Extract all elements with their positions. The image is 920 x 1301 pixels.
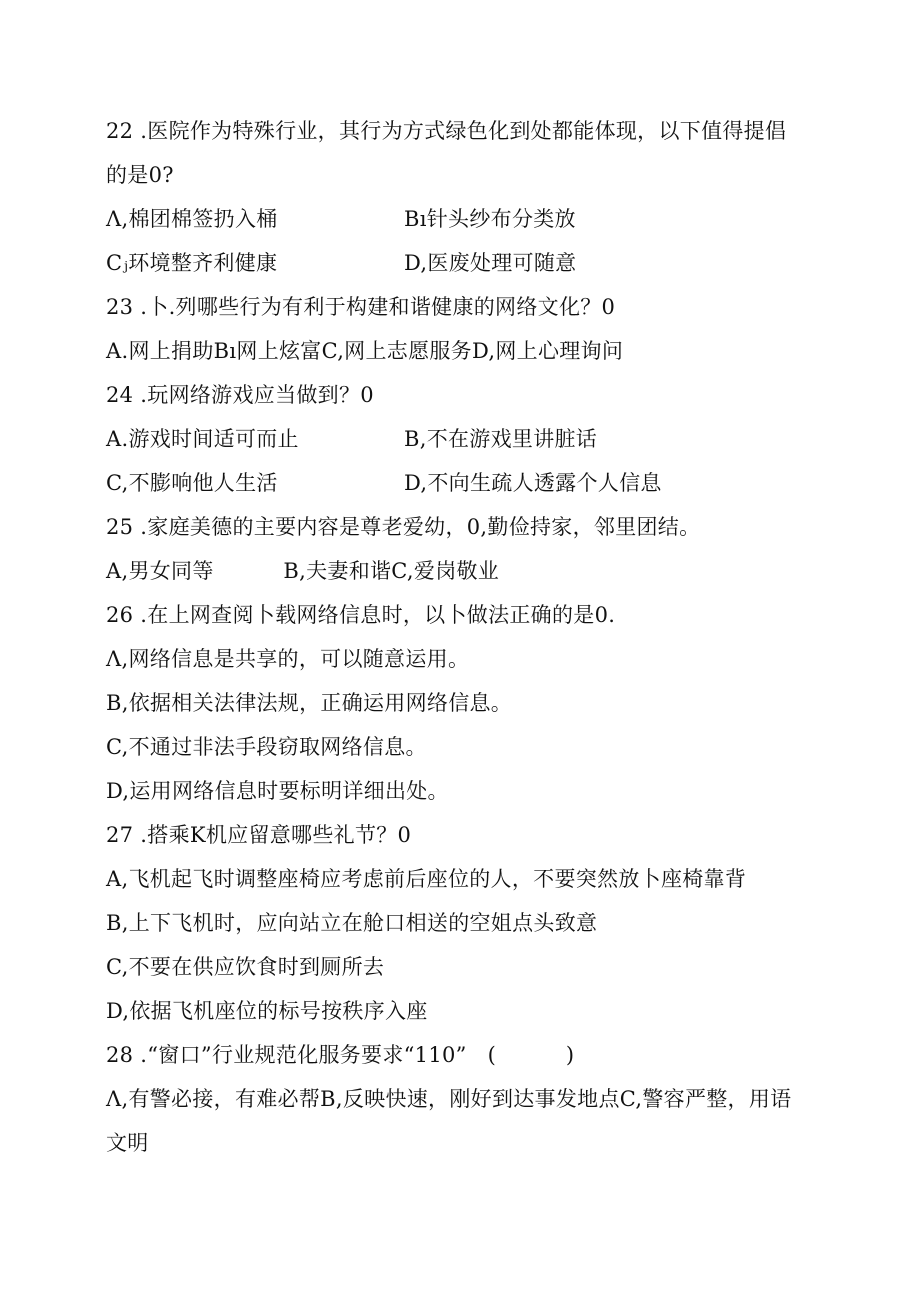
question-28-stem: 28 .“窗口”行业规范化服务要求“110” ( ) <box>106 1043 575 1067</box>
question-27-option-c: C,不要在供应饮食时到厕所去 <box>106 955 385 979</box>
question-26-option-d: D,运用网络信息时要标明详细出处。 <box>106 779 449 803</box>
question-22-stem-line2: 的是0? <box>106 163 174 187</box>
question-28-options-line1: Λ,有警必接，有难必帮B,反映快速，刚好到达事发地点C,警容严整，用语 <box>106 1087 792 1111</box>
question-24-stem: 24 .玩网络游戏应当做到？0 <box>106 383 374 407</box>
question-27-option-b: B,上下飞机时，应向站立在舱口相送的空姐点头致意 <box>106 911 598 935</box>
question-24-option-b: B,不在游戏里讲脏话 <box>404 427 598 451</box>
question-27-stem: 27 .搭乘K机应留意哪些礼节？0 <box>106 823 412 847</box>
question-23-options: A.网上捐助Bı网上炫富C,网上志愿服务D,网上心理询问 <box>106 339 624 363</box>
question-26-option-a: Λ,网络信息是共享的，可以随意运用。 <box>106 647 470 671</box>
question-26-stem: 26 .在上网查阅卜载网络信息时，以卜做法正确的是0. <box>106 603 616 627</box>
question-22-stem-line1: 22 .医院作为特殊行业，其行为方式绿色化到处都能体现，以下值得提倡 <box>106 119 787 143</box>
question-27-option-a: A,飞机起飞时调整座椅应考虑前后座位的人，不要突然放卜座椅靠背 <box>106 867 747 891</box>
question-22-option-c: Cⱼ环境整齐利健康 <box>106 251 278 275</box>
question-26-option-b: B,依据相关法律法规，正确运用网络信息。 <box>106 691 513 715</box>
question-22-option-d: D,医废处理可随意 <box>404 251 577 275</box>
question-25-stem: 25 .家庭美德的主要内容是尊老爱幼，0,勤俭持家，邻里团结。 <box>106 515 701 539</box>
question-24-option-d: D,不向生疏人透露个人信息 <box>404 471 662 495</box>
question-23-stem: 23 .卜.列哪些行为有利于构建和谐健康的网络文化？0 <box>106 295 616 319</box>
question-24-option-c: C,不膨响他人生活 <box>106 471 278 495</box>
question-22-option-a: Λ,棉团棉签扔入桶 <box>106 207 278 231</box>
question-24-option-a: A.游戏时间适可而止 <box>106 427 299 451</box>
question-27-option-d: D,依据飞机座位的标号按秩序入座 <box>106 999 428 1023</box>
question-28-options-line2: 文明 <box>106 1131 149 1155</box>
question-25-options: A,男女同等 B,夫妻和谐C,爱岗敬业 <box>106 559 500 583</box>
question-26-option-c: C,不通过非法手段窃取网络信息。 <box>106 735 427 759</box>
question-22-option-b: Bı针头纱布分类放 <box>404 207 576 231</box>
